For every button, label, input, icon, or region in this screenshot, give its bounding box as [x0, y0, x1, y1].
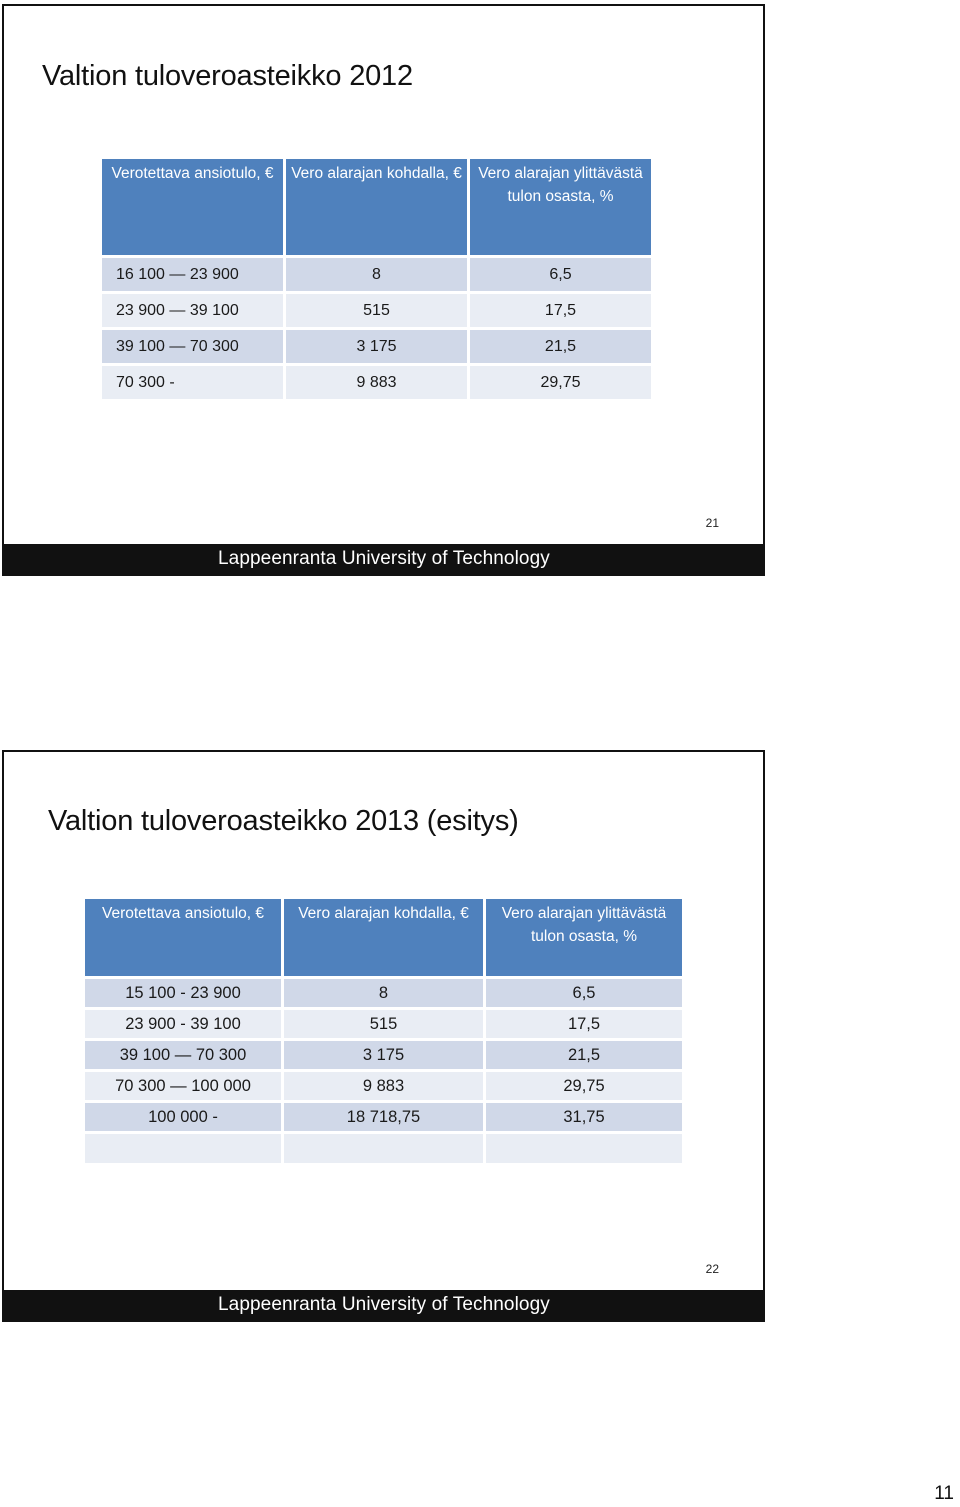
tax-at-lower-limit-cell: 515	[284, 1010, 483, 1038]
table-row	[102, 366, 651, 399]
marginal-rate-cell: 29,75	[486, 1072, 682, 1100]
slide-title: Valtion tuloveroasteikko 2012	[42, 60, 413, 92]
tax-at-lower-limit-cell: 18 718,75	[284, 1103, 483, 1131]
slide-21	[2, 4, 765, 576]
slide-page-number: 21	[705, 516, 719, 530]
empty-cell	[85, 1134, 281, 1163]
tax-at-lower-limit-cell: 9 883	[286, 366, 467, 399]
tax-at-lower-limit-cell: 8	[284, 979, 483, 1007]
tax-table-2012	[99, 156, 654, 402]
income-bracket-cell: 100 000 -	[85, 1103, 281, 1131]
column-header-tax-at-lower-limit: Vero alarajan kohdalla, €	[284, 899, 483, 976]
table-row	[102, 258, 651, 291]
table-row	[85, 1041, 682, 1069]
footer-bar	[2, 1290, 765, 1322]
tax-at-lower-limit-cell: 3 175	[284, 1041, 483, 1069]
tax-table-2013	[82, 896, 685, 1166]
tax-at-lower-limit-cell: 515	[286, 294, 467, 327]
income-bracket-cell: 70 300 — 100 000	[85, 1072, 281, 1100]
marginal-rate-cell: 21,5	[486, 1041, 682, 1069]
slide-title: Valtion tuloveroasteikko 2013 (esitys)	[48, 805, 519, 837]
tax-at-lower-limit-cell: 9 883	[284, 1072, 483, 1100]
marginal-rate-cell: 21,5	[470, 330, 651, 363]
slide-22	[2, 750, 765, 1322]
empty-cell	[284, 1134, 483, 1163]
column-header-income: Verotettava ansiotulo, €	[85, 899, 281, 976]
tax-at-lower-limit-cell: 3 175	[286, 330, 467, 363]
marginal-rate-cell: 31,75	[486, 1103, 682, 1131]
income-bracket-cell: 23 900 - 39 100	[85, 1010, 281, 1038]
table-row	[85, 1072, 682, 1100]
column-header-marginal-rate: Vero alarajan ylittävästä tulon osasta, %	[470, 159, 651, 255]
income-bracket-cell: 39 100 — 70 300	[85, 1041, 281, 1069]
footer-bar	[2, 544, 765, 576]
income-bracket-cell: 70 300 -	[102, 366, 283, 399]
table-row	[102, 330, 651, 363]
table-row-empty	[85, 1134, 682, 1163]
marginal-rate-cell: 17,5	[486, 1010, 682, 1038]
slide-page-number: 22	[705, 1262, 719, 1276]
table-header-row	[85, 899, 682, 976]
income-bracket-cell: 39 100 — 70 300	[102, 330, 283, 363]
income-bracket-cell: 23 900 — 39 100	[102, 294, 283, 327]
table-row	[85, 1103, 682, 1131]
document-page-number: 11	[934, 1483, 954, 1504]
marginal-rate-cell: 29,75	[470, 366, 651, 399]
footer-university-name: Lappeenranta University of Technology	[218, 548, 550, 569]
column-header-marginal-rate: Vero alarajan ylittävästä tulon osasta, %	[486, 899, 682, 976]
column-header-income: Verotettava ansiotulo, €	[102, 159, 283, 255]
table-row	[85, 1010, 682, 1038]
marginal-rate-cell: 17,5	[470, 294, 651, 327]
column-header-tax-at-lower-limit: Vero alarajan kohdalla, €	[286, 159, 467, 255]
footer-university-name: Lappeenranta University of Technology	[218, 1294, 550, 1315]
tax-at-lower-limit-cell: 8	[286, 258, 467, 291]
table-row	[85, 979, 682, 1007]
table-row	[102, 294, 651, 327]
income-bracket-cell: 16 100 — 23 900	[102, 258, 283, 291]
table-header-row	[102, 159, 651, 255]
income-bracket-cell: 15 100 - 23 900	[85, 979, 281, 1007]
marginal-rate-cell: 6,5	[486, 979, 682, 1007]
empty-cell	[486, 1134, 682, 1163]
marginal-rate-cell: 6,5	[470, 258, 651, 291]
